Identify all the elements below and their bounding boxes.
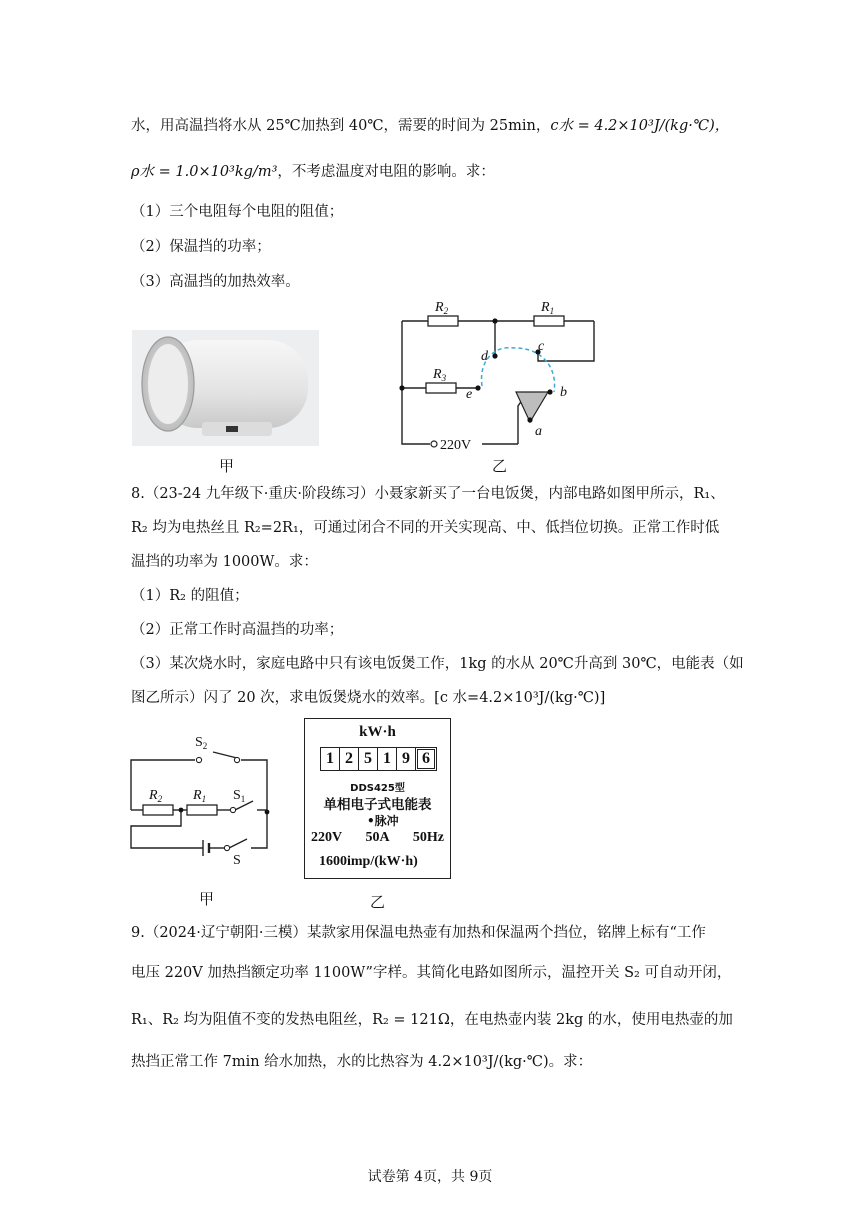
- q7-text-line1: [131, 116, 729, 136]
- q8-s-label: S: [233, 853, 241, 866]
- meter-digit: 1: [378, 748, 397, 770]
- q7-line2-rest: ，不考虑温度对电阻的影响。求：: [277, 164, 495, 180]
- q7-r2-resistor: [428, 316, 458, 326]
- svg-text:S2: [195, 735, 207, 751]
- q9-text-line2: 电压 220V 加热挡额定功率 1100W”字样。其简化电路如图所示，温控开关 S₂ 可自动开闭，: [131, 965, 732, 981]
- meter-digit: 5: [359, 748, 378, 770]
- meter-unit: kW·h: [359, 724, 396, 740]
- q7-c-formula: c水 = 4.2×10³J/(kg·℃)，: [550, 118, 730, 134]
- meter-model: DDS425型: [350, 783, 405, 794]
- q9-text-line4: 热挡正常工作 7min 给水加热，水的比热容为 4.2×10³J/(kg·℃)。求：: [131, 1054, 593, 1070]
- q7-r3-label: R: [433, 367, 442, 382]
- q8-s1-sub: 1: [240, 794, 246, 804]
- meter-voltage: 220V: [311, 830, 343, 845]
- svg-text:R3: [432, 367, 447, 383]
- node-d-label: d: [481, 349, 488, 364]
- meter-specs: [311, 830, 444, 846]
- q8-r1-label: R: [193, 788, 202, 803]
- q7-r3-sub: 3: [441, 373, 447, 383]
- q8-text-line3: 温挡的功率为 1000W。求：: [131, 554, 318, 570]
- meter-digits: [320, 747, 437, 771]
- node-b-label: b: [560, 385, 567, 400]
- q8-r2-sub: 2: [157, 794, 163, 804]
- q7-r1-resistor: [534, 316, 564, 326]
- q8-r2-resistor: [143, 805, 173, 815]
- q7-r3-resistor: [426, 383, 456, 393]
- q8-r1-sub: 1: [201, 794, 207, 804]
- meter-digit: 2: [340, 748, 359, 770]
- meter-current: 50A: [365, 830, 390, 845]
- q7-item-2: （2）保温挡的功率；: [131, 239, 271, 255]
- q7-text-line2: [131, 162, 495, 182]
- meter-name: 单相电子式电能表: [323, 797, 432, 813]
- q7-item-1: （1）三个电阻每个电阻的阻值；: [131, 204, 344, 220]
- q7-r2-label: R: [435, 300, 444, 315]
- q7-circuit-svg: [390, 296, 605, 454]
- svg-text:R1: [540, 300, 554, 316]
- meter-frequency: 50Hz: [412, 830, 444, 845]
- q9-text-line3: R₁、R₂ 均为阻值不变的发热电阻丝，R₂ = 121Ω，在电热壶内装 2kg 的水，使用电热壶的加: [131, 1012, 733, 1028]
- q7-rotary-switch: [516, 392, 548, 422]
- meter-digit-decimal: 6: [417, 749, 435, 769]
- q8-r1-resistor: [187, 805, 217, 815]
- q8-item-3a: （3）某次烧水时，家庭电路中只有该电饭煲工作，1kg 的水从 20℃升高到 30℃，电能表（如: [131, 656, 744, 672]
- q8-caption-right: 乙: [370, 893, 386, 911]
- svg-text:R2: [148, 788, 163, 804]
- q7-circuit-diagram: [390, 296, 605, 454]
- q7-voltage-label: 220V: [440, 438, 472, 453]
- q7-caption-left: 甲: [219, 457, 235, 475]
- meter-pulse: •脉冲: [367, 814, 399, 828]
- q8-item-1: （1）R₂ 的阻值；: [131, 588, 249, 604]
- meter-digit: 9: [397, 748, 416, 770]
- energy-meter: [304, 718, 451, 879]
- svg-text:R2: [434, 300, 449, 316]
- q8-s2-label: S: [195, 735, 203, 750]
- q8-circuit-diagram: [125, 728, 275, 866]
- meter-constant: 1600imp/(kW·h): [319, 854, 418, 869]
- q7-r1-sub: 1: [549, 306, 555, 316]
- q8-item-3b: 图乙所示）闪了 20 次，求电饭煲烧水的效率。[c 水=4.2×10³J/(kg·℃)]: [131, 690, 606, 706]
- q8-text-line1: 8.（23-24 九年级下·重庆·阶段练习）小聂家新买了一台电饭煲，内部电路如图甲所示，R₁、: [131, 486, 725, 502]
- svg-text:S1: [233, 788, 245, 804]
- meter-digit: 1: [321, 748, 340, 770]
- node-c-label: c: [538, 339, 545, 354]
- q8-r2-label: R: [149, 788, 158, 803]
- q7-line1-text: 水，用高温挡将水从 25℃加热到 40℃，需要的时间为 25min，: [131, 118, 551, 134]
- q8-s2-sub: 2: [202, 741, 208, 751]
- q8-item-2: （2）正常工作时高温挡的功率；: [131, 622, 344, 638]
- q7-r2-sub: 2: [443, 306, 449, 316]
- q7-rho-formula: ρ水 = 1.0×10³kg/m³: [131, 164, 278, 180]
- water-heater-photo: [132, 330, 319, 446]
- svg-text:R1: [192, 788, 206, 804]
- page-footer: 试卷第 4页，共 9页: [367, 1169, 493, 1185]
- q8-caption-left: 甲: [199, 890, 215, 908]
- q7-r1-label: R: [541, 300, 550, 315]
- q8-s1-label: S: [233, 788, 241, 803]
- node-e-label: e: [466, 387, 473, 402]
- q9-text-line1: 9.（2024·辽宁朝阳·三模）某款家用保温电热壶有加热和保温两个挡位，铭牌上标有“工作: [131, 925, 706, 941]
- q8-text-line2: R₂ 均为电热丝且 R₂=2R₁，可通过闭合不同的开关实现高、中、低挡位切换。正常工作时低: [131, 520, 720, 536]
- q7-caption-right: 乙: [492, 457, 508, 475]
- q7-item-3: （3）高温挡的加热效率。: [131, 274, 300, 290]
- node-a-label: a: [535, 424, 542, 439]
